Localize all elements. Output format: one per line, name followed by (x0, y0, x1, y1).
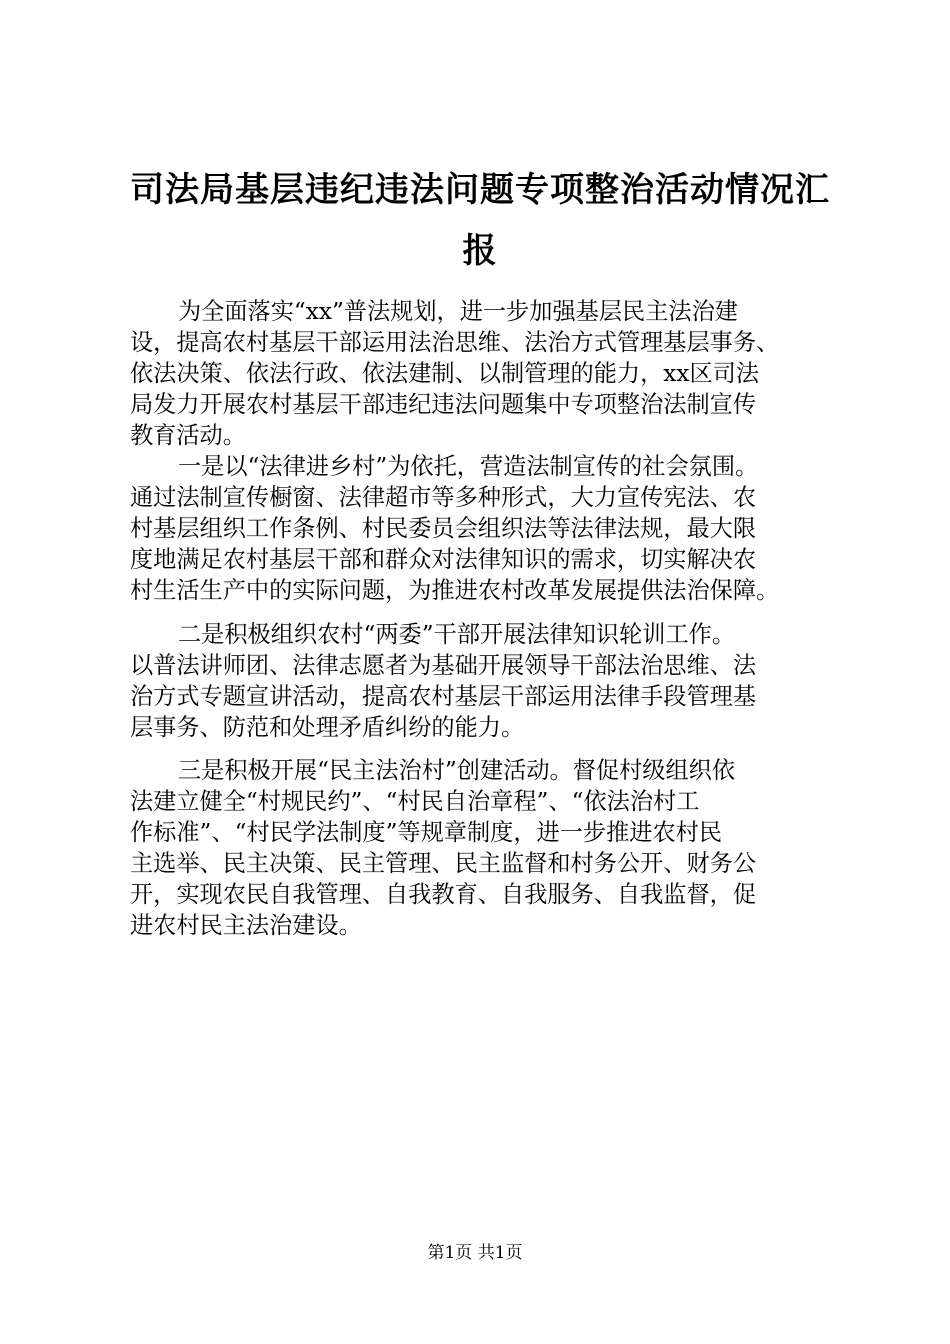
paragraph-point-3 (130, 755, 830, 941)
paragraph-line: 一是以“法律进乡村”为依托，营造法制宣传的社会氛围。 (178, 453, 759, 480)
document-title-line-1: 司法局基层违纪违法问题专项整治活动情况汇 (130, 170, 830, 210)
paragraph-point-1 (130, 451, 830, 606)
paragraph-line: 开，实现农民自我管理、自我教育、自我服务、自我监督，促 (130, 881, 757, 908)
paragraph-point-2 (130, 619, 830, 743)
document-title-line-2: 报 (462, 231, 498, 271)
paragraph-line: 以普法讲师团、法律志愿者为基础开展领导干部法治思维、法 (130, 652, 757, 679)
paragraph-line: 依法决策、依法行政、依法建制、以制管理的能力，xx区司法 (130, 360, 760, 387)
paragraph-line: 度地满足农村基层干部和群众对法律知识的需求，切实解决农 (130, 546, 757, 573)
paragraph-line: 治方式专题宣讲活动，提高农村基层干部运用法律手段管理基 (130, 683, 757, 710)
paragraph-line: 二是积极组织农村“两委”干部开展法律知识轮训工作。 (178, 621, 736, 648)
paragraph-line: 进农村民主法治建设。 (130, 912, 362, 939)
page-number-footer: 第1页 共1页 (427, 1243, 523, 1263)
paragraph-line: 为全面落实“xx”普法规划，进一步加强基层民主法治建 (178, 298, 738, 325)
paragraph-line: 教育活动。 (130, 422, 246, 449)
paragraph-intro (130, 296, 830, 451)
paragraph-line: 局发力开展农村基层干部违纪违法问题集中专项整治法制宣传 (130, 391, 757, 418)
paragraph-line: 通过法制宣传橱窗、法律超市等多种形式，大力宣传宪法、农 (130, 484, 757, 511)
paragraph-line: 层事务、防范和处理矛盾纠纷的能力。 (130, 714, 525, 741)
paragraph-line: 作标准”、“村民学法制度”等规章制度，进一步推进农村民 (130, 819, 723, 846)
paragraph-line: 设，提高农村基层干部运用法治思维、法治方式管理基层事务、 (130, 329, 780, 356)
paragraph-line: 法建立健全“村规民约”、“村民自治章程”、“依法治村工 (130, 788, 700, 815)
paragraph-line: 村基层组织工作条例、村民委员会组织法等法律法规，最大限 (130, 515, 757, 542)
paragraph-line: 主选举、民主决策、民主管理、民主监督和村务公开、财务公 (130, 850, 757, 877)
paragraph-line: 村生活生产中的实际问题，为推进农村改革发展提供法治保障。 (130, 577, 780, 604)
paragraph-line: 三是积极开展“民主法治村”创建活动。督促村级组织依 (178, 757, 736, 784)
